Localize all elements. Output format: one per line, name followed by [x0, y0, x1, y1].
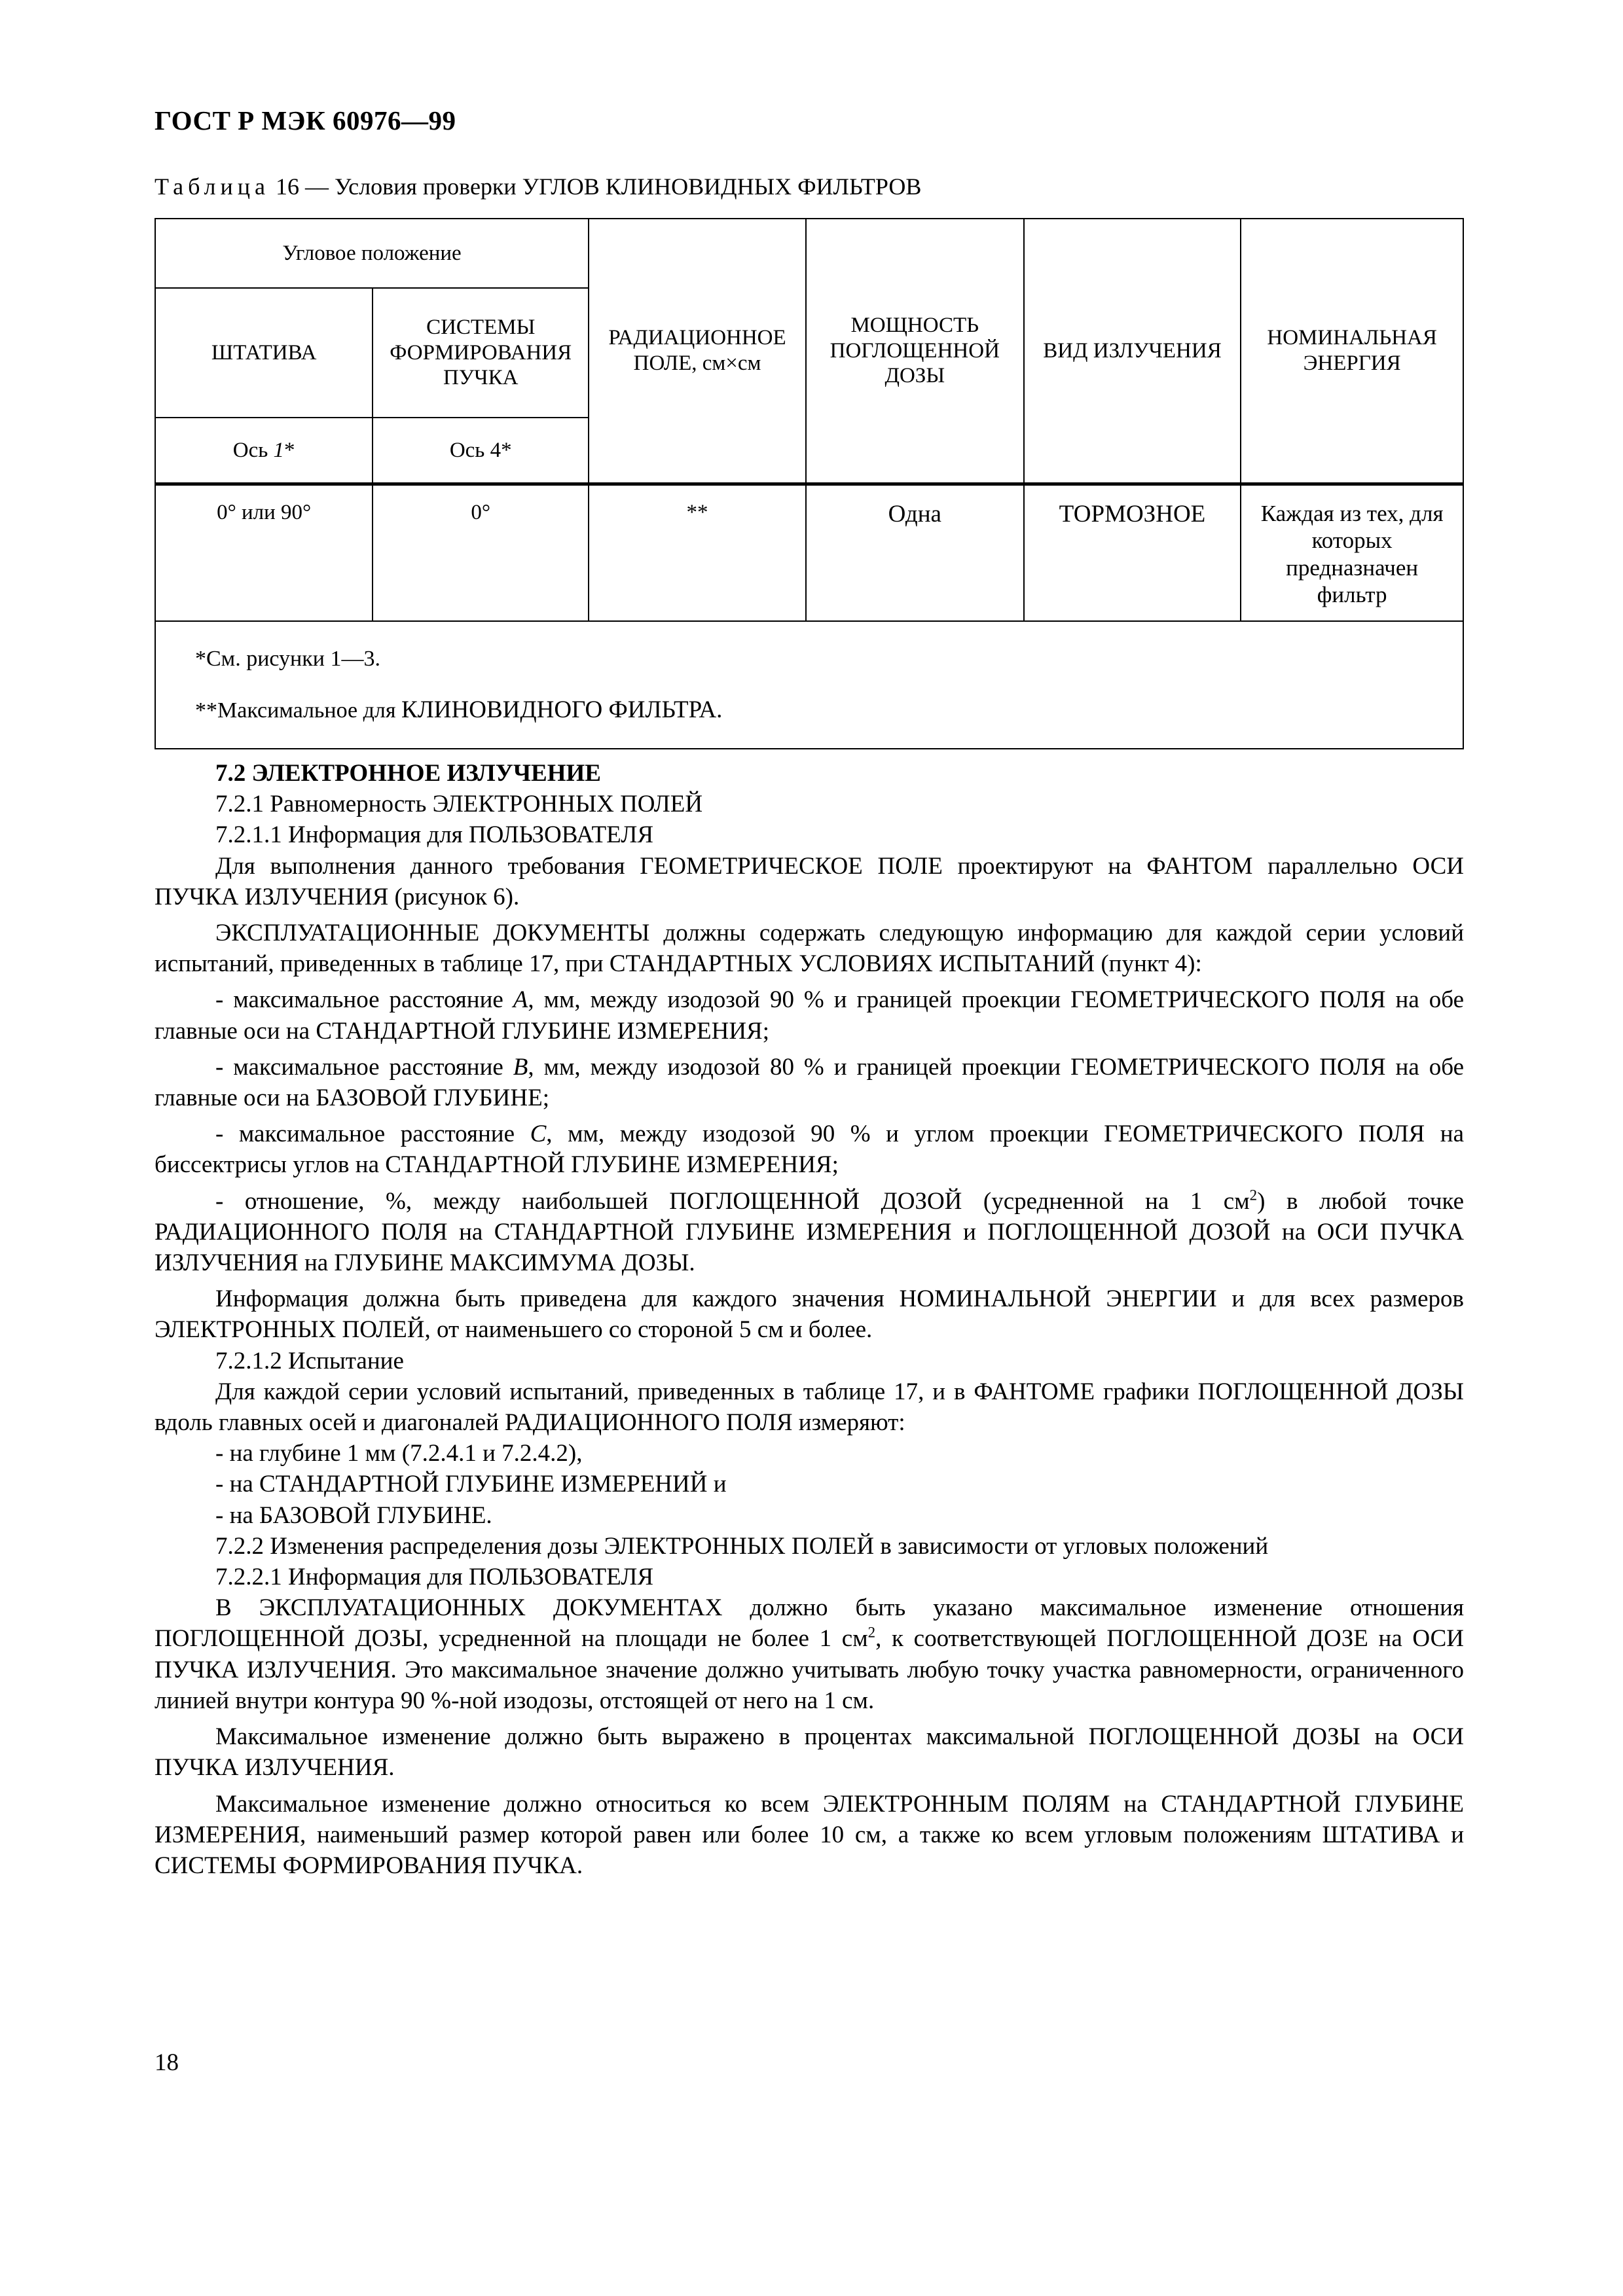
dose-rate-header: МОЩНОСТЬ ПОГЛОЩЕННОЙ ДОЗЫ — [806, 219, 1024, 484]
table-caption — [155, 173, 921, 200]
cell-field: ** — [589, 484, 806, 622]
radiation-type-header: ВИД ИЗЛУЧЕНИЯ — [1024, 219, 1241, 484]
list-item: - отношение, %, между наибольшей ПОГЛОЩЕННОЙ ДОЗОЙ (усредненной на 1 $см^2$) в любой точке РАДИАЦИОННОГО ПОЛЯ на СТАНДАРТНОЙ ГЛУБИНЕ ИЗМЕРЕНИЯ и ПОГЛОЩЕННОЙ ДОЗОЙ на ОСИ ПУЧКА ИЗЛУЧЕНИЯ на ГЛУБИНЕ МАКСИМУМА ДОЗЫ. — [155, 1187, 1464, 1277]
clause-heading: 7.2.1.2 Испытание — [215, 1347, 404, 1374]
table-notes — [155, 621, 1463, 749]
paragraph: ЭКСПЛУАТАЦИОННЫЕ ДОКУМЕНТЫ должны содержать следующую информацию для каждой серии условий испытаний, приведенных в таблице 17, при СТАНДАРТНЫХ УСЛОВИЯХ ИСПЫТАНИЙ (пункт 4): — [155, 920, 1464, 978]
clause-heading: 7.2.2.1 Информация для ПОЛЬЗОВАТЕЛЯ — [215, 1564, 654, 1591]
list-item: - максимальное расстояние С, мм, между изодозой 90 % и углом проекции ГЕОМЕТРИЧЕСКОГО ПОЛЯ на биссектрисы углов на СТАНДАРТНОЙ ГЛУБИНЕ ИЗМЕРЕНИЯ; — [155, 1121, 1464, 1179]
table-note-1: *См. рисунки 1—3. — [195, 647, 380, 671]
table-note-2: **Максимальное для КЛИНОВИДНОГО ФИЛЬТРА. — [195, 696, 723, 723]
table-notes-row — [155, 621, 1463, 749]
paragraph: Для каждой серии условий испытаний, приведенных в таблице 17, и в ФАНТОМЕ графики ПОГЛОЩЕННОЙ ДОЗЫ вдоль главных осей и диагоналей РАДИАЦИОННОГО ПОЛЯ измеряют: — [155, 1378, 1464, 1437]
paragraph: В ЭКСПЛУАТАЦИОННЫХ ДОКУМЕНТАХ должно быть указано максимальное изменение отношения ПОГЛОЩЕННОЙ ДОЗЫ, усредненной на площади не более 1 $см^2$, к соответствующей ПОГЛОЩЕННОЙ ДОЗЕ на ОСИ ПУЧКА ИЗЛУЧЕНИЯ. Это максимальное значение должно учитывать любую точку участка равномерности, ограниченного линией внутри контура 90 %-ной изодозы, отстоящей от него на 1 см. — [155, 1594, 1464, 1714]
cell-radtype: ТОРМОЗНОЕ — [1024, 484, 1241, 622]
list-item: - на СТАНДАРТНОЙ ГЛУБИНЕ ИЗМЕРЕНИЙ и — [215, 1471, 727, 1498]
beam-system-header: СИСТЕМЫ ФОРМИРОВАНИЯ ПУЧКА — [373, 288, 589, 418]
subsection-heading: 7.2.2 Изменения распределения дозы ЭЛЕКТРОННЫХ ПОЛЕЙ в зависимости от угловых положений — [215, 1532, 1269, 1560]
paragraph: Информация должна быть приведена для каждого значения НОМИНАЛЬНОЙ ЭНЕРГИИ и для всех размеров ЭЛЕКТРОННЫХ ПОЛЕЙ, от наименьшего со стороной 5 см и более. — [155, 1285, 1464, 1344]
list-item: - на глубине 1 мм (7.2.4.1 и 7.2.4.2), — [215, 1440, 583, 1467]
table-header-row-1 — [155, 219, 1463, 288]
paragraph: Максимальное изменение должно быть выражено в процентах максимальной ПОГЛОЩЕННОЙ ДОЗЫ на ОСИ ПУЧКА ИЗЛУЧЕНИЯ. — [155, 1723, 1464, 1782]
paragraph: Для выполнения данного требования ГЕОМЕТРИЧЕСКОЕ ПОЛЕ проектируют на ФАНТОМ параллельно ОСИ ПУЧКА ИЗЛУЧЕНИЯ (рисунок 6). — [155, 852, 1464, 910]
table-row — [155, 484, 1463, 622]
clause-heading: 7.2.1.1 Информация для ПОЛЬЗОВАТЕЛЯ — [215, 821, 654, 849]
table-caption-text: 16 — Условия проверки УГЛОВ КЛИНОВИДНЫХ ФИЛЬТРОВ — [269, 173, 922, 200]
cell-beam: 0° — [373, 484, 589, 622]
angular-position-header: Угловое положение — [155, 219, 589, 288]
list-item: - максимальное расстояние А, мм, между изодозой 90 % и границей проекции ГЕОМЕТРИЧЕСКОГО ПОЛЯ на обе главные оси на СТАНДАРТНОЙ ГЛУБИНЕ ИЗМЕРЕНИЯ; — [155, 986, 1464, 1045]
list-item: - максимальное расстояние В, мм, между изодозой 80 % и границей проекции ГЕОМЕТРИЧЕСКОГО ПОЛЯ на обе главные оси на БАЗОВОЙ ГЛУБИНЕ; — [155, 1053, 1464, 1112]
body-text — [155, 758, 1464, 1881]
cell-doserate: Одна — [806, 484, 1024, 622]
stand-header: ШТАТИВА — [155, 288, 373, 418]
nominal-energy-header: НОМИНАЛЬНАЯ ЭНЕРГИЯ — [1241, 219, 1463, 484]
paragraph: Максимальное изменение должно относиться ко всем ЭЛЕКТРОННЫМ ПОЛЯМ на СТАНДАРТНОЙ ГЛУБИНЕ ИЗМЕРЕНИЯ, наименьший размер которой равен или более 10 см, а также ко всем угловым положениям ШТАТИВА и СИСТЕМЫ ФОРМИРОВАНИЯ ПУЧКА. — [155, 1790, 1464, 1879]
cell-stand: 0° или 90° — [155, 484, 373, 622]
axis-stand-header: Ось 1* — [155, 418, 373, 484]
subsection-heading: 7.2.1 Равномерность ЭЛЕКТРОННЫХ ПОЛЕЙ — [215, 791, 703, 818]
list-item: - на БАЗОВОЙ ГЛУБИНЕ. — [215, 1501, 492, 1529]
document-header: ГОСТ Р МЭК 60976—99 — [155, 105, 456, 135]
section-heading: 7.2 ЭЛЕКТРОННОЕ ИЗЛУЧЕНИЕ — [215, 760, 601, 787]
axis-beam-header: Ось 4* — [373, 418, 589, 484]
cell-energy: Каждая из тех, для которых предназначен фильтр — [1241, 484, 1463, 622]
conditions-table — [155, 218, 1464, 749]
page-number: 18 — [155, 2049, 179, 2076]
radiation-field-header: РАДИАЦИОННОЕ ПОЛЕ, см×см — [589, 219, 806, 484]
table-caption-word: Таблица — [155, 173, 270, 200]
